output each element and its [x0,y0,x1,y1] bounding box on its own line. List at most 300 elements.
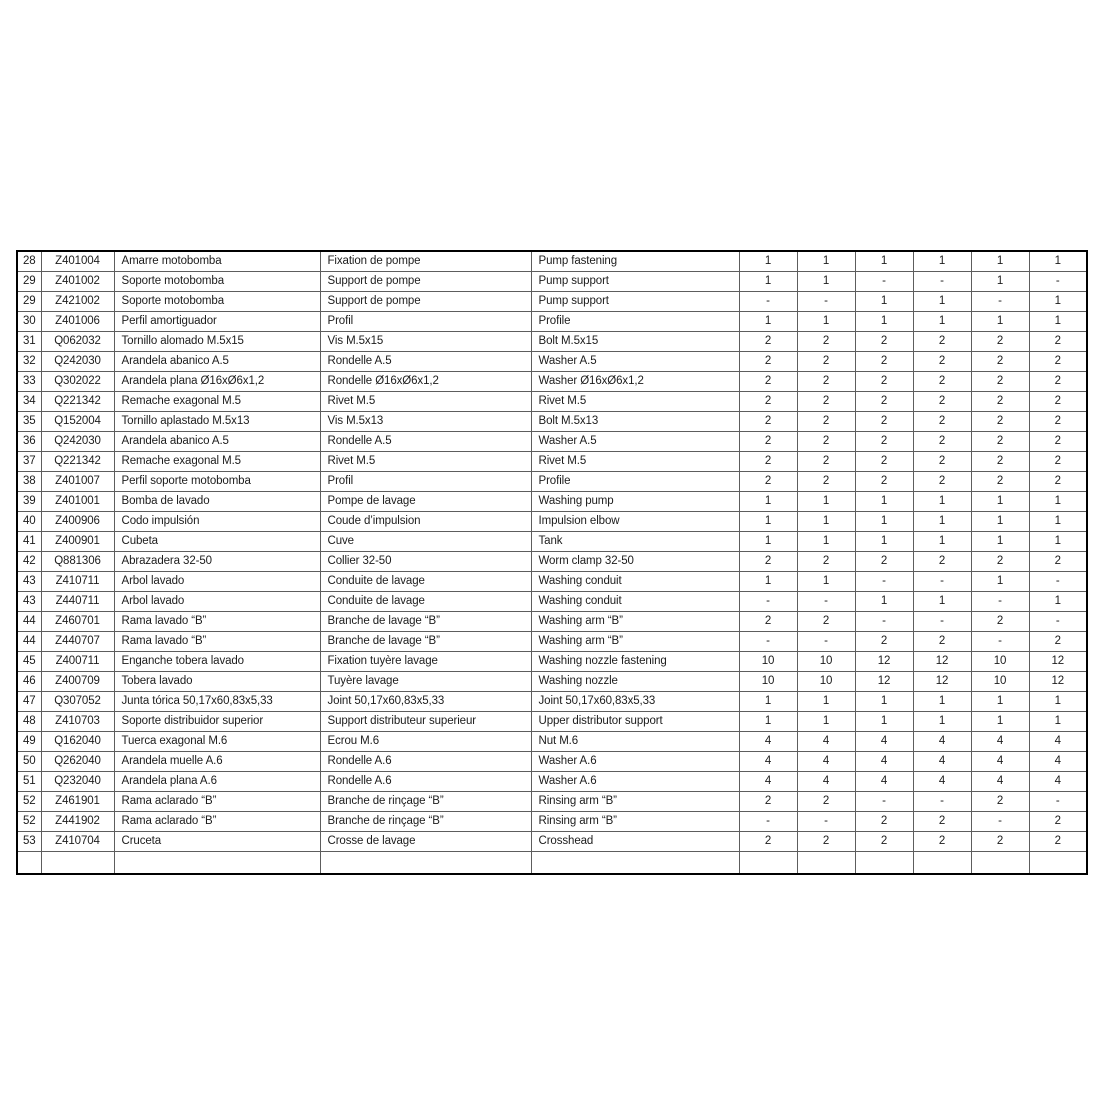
qty-cell: 2 [1029,412,1087,432]
qty-cell: 2 [797,412,855,432]
row-number-cell: 48 [17,712,41,732]
qty-cell: 2 [913,432,971,452]
qty-cell: 1 [1029,532,1087,552]
row-number-cell: 39 [17,492,41,512]
part-code-cell: Z440711 [41,592,114,612]
row-number-cell: 46 [17,672,41,692]
qty-cell: 4 [971,732,1029,752]
desc-es-cell: Arandela muelle A.6 [114,752,320,772]
qty-cell: - [739,632,797,652]
qty-cell: - [971,812,1029,832]
qty-cell: - [797,592,855,612]
table-row [17,312,1087,332]
desc-en-cell: Bolt M.5x15 [531,332,739,352]
qty-cell: 2 [913,372,971,392]
row-number-cell: 52 [17,792,41,812]
qty-cell: 1 [739,272,797,292]
desc-en-cell: Washer Ø16xØ6x1,2 [531,372,739,392]
qty-cell: 2 [739,412,797,432]
table-row [17,672,1087,692]
row-number-cell: 44 [17,612,41,632]
row-number-cell: 51 [17,772,41,792]
desc-en-cell: Washer A.5 [531,432,739,452]
desc-en-cell: Washer A.5 [531,352,739,372]
desc-en-cell: Washing pump [531,492,739,512]
qty-cell: 1 [739,532,797,552]
desc-es-cell: Soporte motobomba [114,292,320,312]
qty-cell: 2 [855,372,913,392]
qty-cell: 1 [739,492,797,512]
qty-cell: 1 [855,592,913,612]
qty-cell: 1 [797,492,855,512]
qty-cell: 1 [855,712,913,732]
desc-fr-cell: Tuyère lavage [320,672,531,692]
desc-fr-cell: Crosse de lavage [320,832,531,852]
qty-cell: 1 [797,572,855,592]
qty-cell: 12 [855,652,913,672]
parts-table [16,250,1088,875]
part-code-cell: Z400901 [41,532,114,552]
qty-cell: - [971,292,1029,312]
table-row [17,332,1087,352]
table-row [17,472,1087,492]
qty-cell: - [855,612,913,632]
qty-cell: 2 [1029,332,1087,352]
qty-cell: 2 [1029,432,1087,452]
qty-cell: 1 [913,292,971,312]
qty-cell: 1 [971,312,1029,332]
desc-en-cell: Washing nozzle [531,672,739,692]
qty-cell: 12 [913,652,971,672]
part-code-cell: Q152004 [41,412,114,432]
qty-cell: 2 [739,612,797,632]
qty-cell: 2 [913,352,971,372]
qty-cell: 2 [855,452,913,472]
qty-cell: 2 [855,432,913,452]
qty-cell: 1 [913,251,971,272]
row-number-cell: 31 [17,332,41,352]
qty-cell: 10 [797,652,855,672]
desc-fr-cell: Rondelle A.6 [320,752,531,772]
desc-es-cell: Junta tórica 50,17x60,83x5,33 [114,692,320,712]
desc-en-cell: Profile [531,312,739,332]
qty-cell: 2 [913,392,971,412]
part-code-cell: Z400711 [41,652,114,672]
qty-cell: 4 [1029,752,1087,772]
part-code-cell: Q307052 [41,692,114,712]
part-code-cell: Q062032 [41,332,114,352]
table-row [17,712,1087,732]
qty-cell: 2 [971,332,1029,352]
qty-cell: 2 [971,472,1029,492]
qty-cell: 4 [855,752,913,772]
row-number-cell: 41 [17,532,41,552]
table-row [17,752,1087,772]
qty-cell: 2 [797,452,855,472]
qty-cell: - [913,612,971,632]
qty-cell: 1 [739,692,797,712]
qty-cell [913,852,971,875]
qty-cell: 2 [797,332,855,352]
table-row [17,612,1087,632]
desc-fr-cell: Rivet M.5 [320,452,531,472]
qty-cell: 4 [971,772,1029,792]
qty-cell: 2 [913,552,971,572]
desc-es-cell: Tornillo aplastado M.5x13 [114,412,320,432]
qty-cell: - [1029,792,1087,812]
qty-cell: 10 [739,652,797,672]
desc-es-cell: Codo impulsión [114,512,320,532]
desc-fr-cell: Support de pompe [320,272,531,292]
row-number-cell [17,852,41,875]
desc-en-cell: Washing nozzle fastening [531,652,739,672]
table-row [17,792,1087,812]
table-row [17,272,1087,292]
desc-fr-cell: Ecrou M.6 [320,732,531,752]
desc-en-cell: Bolt M.5x13 [531,412,739,432]
part-code-cell: Z401002 [41,272,114,292]
desc-en-cell: Crosshead [531,832,739,852]
qty-cell: 1 [913,532,971,552]
qty-cell: 4 [1029,772,1087,792]
row-number-cell: 37 [17,452,41,472]
desc-es-cell: Remache exagonal M.5 [114,452,320,472]
desc-fr-cell: Conduite de lavage [320,592,531,612]
qty-cell: 4 [855,772,913,792]
part-code-cell: Q221342 [41,452,114,472]
desc-fr-cell: Branche de lavage “B” [320,612,531,632]
qty-cell: 1 [797,512,855,532]
qty-cell: 2 [797,432,855,452]
desc-es-cell: Rama lavado “B” [114,612,320,632]
qty-cell: 2 [739,552,797,572]
desc-en-cell: Rivet M.5 [531,452,739,472]
qty-cell: 1 [797,272,855,292]
desc-es-cell [114,852,320,875]
qty-cell: 2 [739,452,797,472]
table-row [17,852,1087,875]
parts-table-container [16,250,1086,875]
table-row [17,492,1087,512]
row-number-cell: 33 [17,372,41,392]
desc-fr-cell: Pompe de lavage [320,492,531,512]
qty-cell: 2 [739,332,797,352]
qty-cell: 2 [1029,832,1087,852]
qty-cell [797,852,855,875]
qty-cell: 2 [971,552,1029,572]
qty-cell: 1 [739,572,797,592]
desc-fr-cell: Fixation tuyère lavage [320,652,531,672]
qty-cell: 1 [913,312,971,332]
qty-cell: 2 [739,432,797,452]
qty-cell: 2 [797,372,855,392]
desc-fr-cell: Coude d’impulsion [320,512,531,532]
qty-cell: - [971,592,1029,612]
qty-cell: 1 [797,692,855,712]
table-row [17,772,1087,792]
desc-en-cell: Pump support [531,292,739,312]
row-number-cell: 36 [17,432,41,452]
qty-cell: 1 [1029,312,1087,332]
qty-cell: 12 [1029,672,1087,692]
qty-cell: 2 [971,792,1029,812]
row-number-cell: 29 [17,292,41,312]
qty-cell: - [913,272,971,292]
qty-cell: 2 [797,612,855,632]
qty-cell: 2 [855,392,913,412]
desc-en-cell: Tank [531,532,739,552]
qty-cell: 2 [1029,372,1087,392]
qty-cell: 4 [971,752,1029,772]
qty-cell: 2 [739,372,797,392]
table-row [17,412,1087,432]
qty-cell: 2 [1029,392,1087,412]
table-row [17,832,1087,852]
qty-cell: 2 [855,472,913,492]
qty-cell: 1 [971,712,1029,732]
part-code-cell: Z460701 [41,612,114,632]
row-number-cell: 35 [17,412,41,432]
qty-cell: 12 [855,672,913,692]
part-code-cell: Q302022 [41,372,114,392]
qty-cell: 2 [855,832,913,852]
row-number-cell: 34 [17,392,41,412]
part-code-cell: Z400906 [41,512,114,532]
qty-cell: 2 [739,832,797,852]
qty-cell: 2 [971,352,1029,372]
qty-cell: - [1029,572,1087,592]
qty-cell: 1 [855,512,913,532]
desc-es-cell: Arbol lavado [114,592,320,612]
desc-en-cell: Worm clamp 32-50 [531,552,739,572]
qty-cell: - [855,272,913,292]
qty-cell: 1 [797,712,855,732]
qty-cell: - [913,572,971,592]
qty-cell: 2 [797,832,855,852]
desc-en-cell: Pump support [531,272,739,292]
table-row [17,812,1087,832]
desc-fr-cell: Profil [320,472,531,492]
desc-es-cell: Tobera lavado [114,672,320,692]
qty-cell: 1 [1029,712,1087,732]
qty-cell: 1 [739,312,797,332]
part-code-cell: Z410711 [41,572,114,592]
qty-cell: 1 [1029,492,1087,512]
row-number-cell: 32 [17,352,41,372]
qty-cell: - [855,792,913,812]
desc-en-cell: Joint 50,17x60,83x5,33 [531,692,739,712]
qty-cell: 1 [971,532,1029,552]
qty-cell: 4 [739,732,797,752]
row-number-cell: 43 [17,592,41,612]
desc-fr-cell: Branche de lavage “B” [320,632,531,652]
qty-cell: 1 [971,492,1029,512]
desc-es-cell: Amarre motobomba [114,251,320,272]
qty-cell: 1 [971,272,1029,292]
desc-es-cell: Tuerca exagonal M.6 [114,732,320,752]
qty-cell: 1 [797,312,855,332]
desc-es-cell: Rama lavado “B” [114,632,320,652]
desc-en-cell: Washing arm “B” [531,632,739,652]
part-code-cell: Z401001 [41,492,114,512]
desc-es-cell: Arandela plana Ø16xØ6x1,2 [114,372,320,392]
desc-fr-cell: Joint 50,17x60,83x5,33 [320,692,531,712]
row-number-cell: 52 [17,812,41,832]
table-row [17,292,1087,312]
table-row [17,572,1087,592]
qty-cell: 1 [971,512,1029,532]
qty-cell: 4 [855,732,913,752]
desc-en-cell: Upper distributor support [531,712,739,732]
table-row [17,552,1087,572]
row-number-cell: 49 [17,732,41,752]
qty-cell: - [971,632,1029,652]
qty-cell: - [739,812,797,832]
qty-cell: 4 [913,732,971,752]
qty-cell: 4 [913,772,971,792]
desc-es-cell: Remache exagonal M.5 [114,392,320,412]
qty-cell: 2 [913,332,971,352]
part-code-cell: Q242030 [41,432,114,452]
part-code-cell: Z400709 [41,672,114,692]
qty-cell: 10 [971,672,1029,692]
part-code-cell: Q162040 [41,732,114,752]
desc-en-cell: Washing arm “B” [531,612,739,632]
desc-es-cell: Arandela abanico A.5 [114,432,320,452]
qty-cell: 2 [971,432,1029,452]
qty-cell: 4 [797,752,855,772]
desc-es-cell: Bomba de lavado [114,492,320,512]
qty-cell: - [797,292,855,312]
qty-cell: 1 [913,512,971,532]
qty-cell: 10 [739,672,797,692]
table-row [17,432,1087,452]
desc-es-cell: Cubeta [114,532,320,552]
desc-fr-cell [320,852,531,875]
qty-cell: - [797,812,855,832]
part-code-cell: Z401007 [41,472,114,492]
desc-fr-cell: Rondelle A.5 [320,352,531,372]
part-code-cell: Q232040 [41,772,114,792]
qty-cell: 2 [913,812,971,832]
table-row [17,592,1087,612]
desc-es-cell: Soporte distribuidor superior [114,712,320,732]
desc-es-cell: Enganche tobera lavado [114,652,320,672]
qty-cell: 2 [913,632,971,652]
qty-cell: 2 [797,352,855,372]
qty-cell: 2 [971,372,1029,392]
desc-fr-cell: Cuve [320,532,531,552]
qty-cell: 1 [971,572,1029,592]
table-row [17,392,1087,412]
desc-en-cell: Nut M.6 [531,732,739,752]
qty-cell: 2 [797,552,855,572]
desc-fr-cell: Fixation de pompe [320,251,531,272]
part-code-cell: Q221342 [41,392,114,412]
qty-cell: 2 [971,832,1029,852]
qty-cell: 1 [1029,512,1087,532]
qty-cell: 2 [1029,632,1087,652]
desc-fr-cell: Support de pompe [320,292,531,312]
qty-cell [855,852,913,875]
desc-en-cell [531,852,739,875]
qty-cell: 2 [739,792,797,812]
qty-cell: 4 [913,752,971,772]
qty-cell: 1 [855,251,913,272]
part-code-cell: Z401006 [41,312,114,332]
qty-cell: 2 [913,832,971,852]
qty-cell: 1 [739,251,797,272]
qty-cell: 4 [797,732,855,752]
row-number-cell: 40 [17,512,41,532]
desc-es-cell: Tornillo alomado M.5x15 [114,332,320,352]
qty-cell: - [797,632,855,652]
qty-cell: 4 [739,752,797,772]
qty-cell: 2 [855,632,913,652]
qty-cell: 1 [1029,292,1087,312]
desc-en-cell: Rinsing arm “B” [531,792,739,812]
part-code-cell: Z410704 [41,832,114,852]
row-number-cell: 44 [17,632,41,652]
qty-cell: 1 [855,292,913,312]
qty-cell: 2 [913,452,971,472]
desc-fr-cell: Profil [320,312,531,332]
desc-fr-cell: Rondelle A.5 [320,432,531,452]
qty-cell [971,852,1029,875]
desc-fr-cell: Vis M.5x13 [320,412,531,432]
row-number-cell: 50 [17,752,41,772]
qty-cell: 2 [855,812,913,832]
table-row [17,652,1087,672]
desc-es-cell: Cruceta [114,832,320,852]
desc-fr-cell: Conduite de lavage [320,572,531,592]
desc-en-cell: Washing conduit [531,572,739,592]
desc-es-cell: Rama aclarado “B” [114,812,320,832]
qty-cell: 1 [913,712,971,732]
desc-fr-cell: Rondelle A.6 [320,772,531,792]
qty-cell: 2 [855,552,913,572]
desc-es-cell: Abrazadera 32-50 [114,552,320,572]
part-code-cell: Q881306 [41,552,114,572]
qty-cell: 1 [1029,692,1087,712]
qty-cell: 2 [855,352,913,372]
desc-fr-cell: Rivet M.5 [320,392,531,412]
desc-en-cell: Impulsion elbow [531,512,739,532]
part-code-cell: Z401004 [41,251,114,272]
desc-es-cell: Rama aclarado “B” [114,792,320,812]
qty-cell: 12 [1029,652,1087,672]
qty-cell: 2 [739,352,797,372]
table-row [17,372,1087,392]
qty-cell: 1 [1029,592,1087,612]
qty-cell: 2 [739,472,797,492]
qty-cell: - [1029,272,1087,292]
row-number-cell: 42 [17,552,41,572]
parts-table-body [17,251,1087,874]
qty-cell: 1 [739,712,797,732]
qty-cell: 2 [797,392,855,412]
qty-cell: 2 [971,412,1029,432]
row-number-cell: 47 [17,692,41,712]
part-code-cell: Z421002 [41,292,114,312]
qty-cell: 2 [1029,352,1087,372]
qty-cell: - [739,292,797,312]
qty-cell: 1 [855,492,913,512]
qty-cell: - [855,572,913,592]
row-number-cell: 53 [17,832,41,852]
qty-cell: 1 [855,692,913,712]
qty-cell: 2 [1029,452,1087,472]
